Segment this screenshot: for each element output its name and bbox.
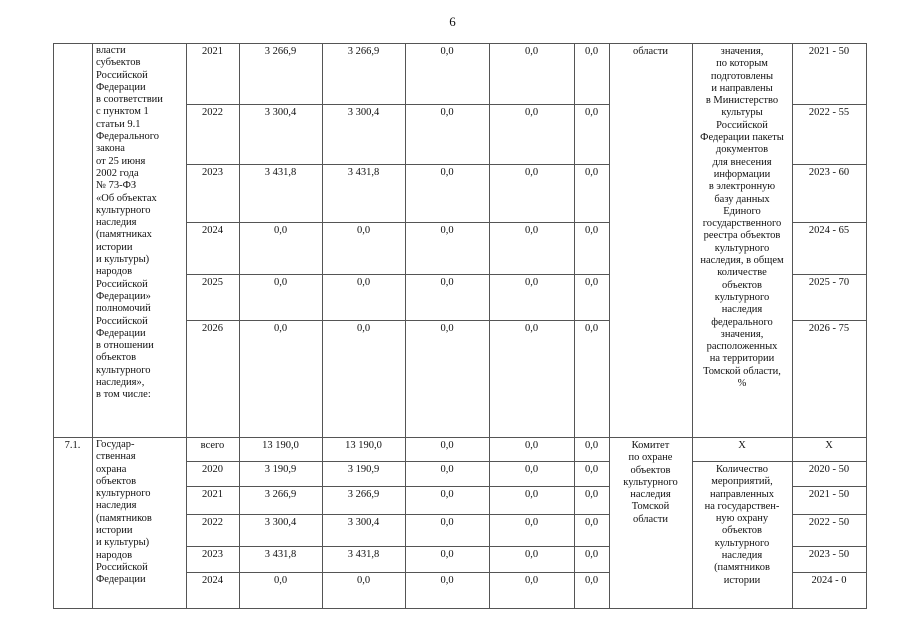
sec-row-target: 2023 - 50 xyxy=(808,549,850,560)
top-row-regional: 0,0 xyxy=(356,323,371,334)
sec-row-total: 3 431,8 xyxy=(264,549,297,560)
sec-row-year: 2020 xyxy=(202,464,223,475)
top-row-total: 0,0 xyxy=(273,323,288,334)
sec-row-target: 2022 - 50 xyxy=(808,517,850,528)
row-line xyxy=(186,104,609,105)
top-row-local: 0,0 xyxy=(524,277,539,288)
top-row-federal: 0,0 xyxy=(440,46,454,57)
sec-row-total: 3 266,9 xyxy=(264,489,297,500)
top-row-total: 3 266,9 xyxy=(264,46,297,57)
section-executor: Комитет по охране объектов культурного наследия Томской области xyxy=(623,440,678,525)
row-line xyxy=(792,486,866,487)
row-line xyxy=(692,461,792,462)
top-row-other: 0,0 xyxy=(584,167,599,178)
top-row-regional: 0,0 xyxy=(356,225,371,236)
sec-row-year: 2023 xyxy=(202,549,223,560)
top-row-total: 3 300,4 xyxy=(264,107,297,118)
top-row-total: 0,0 xyxy=(273,225,288,236)
section-indicator: Количество мероприятий, направленных на государствен- ную охрану объектов культурного наследия (памятников истории xyxy=(704,464,780,586)
row-line xyxy=(186,486,609,487)
total-indicator: Х xyxy=(738,440,746,451)
sec-row-local: 0,0 xyxy=(524,464,539,475)
top-row-target: 2021 - 50 xyxy=(808,46,850,57)
top-row-federal: 0,0 xyxy=(440,277,454,288)
top-row-regional: 3 431,8 xyxy=(347,167,380,178)
top-row-year: 2022 xyxy=(202,107,223,118)
row-line xyxy=(792,461,866,462)
sec-row-other: 0,0 xyxy=(584,489,599,500)
top-row-year: 2021 xyxy=(202,46,223,57)
top-row-target: 2025 - 70 xyxy=(808,277,850,288)
sec-row-target: 2021 - 50 xyxy=(808,489,850,500)
top-row-target: 2024 - 65 xyxy=(808,225,850,236)
sec-row-total: 3 300,4 xyxy=(264,517,297,528)
row-line xyxy=(186,164,609,165)
sec-row-other: 0,0 xyxy=(584,517,599,528)
top-row-target: 2022 - 55 xyxy=(808,107,850,118)
total-other: 0,0 xyxy=(584,440,599,451)
sec-row-other: 0,0 xyxy=(584,464,599,475)
total-local: 0,0 xyxy=(524,440,539,451)
executor: области xyxy=(632,46,669,57)
row-line xyxy=(792,104,866,105)
top-row-other: 0,0 xyxy=(584,277,599,288)
top-row-local: 0,0 xyxy=(524,167,539,178)
top-row-regional: 0,0 xyxy=(356,277,371,288)
sec-row-year: 2021 xyxy=(202,489,223,500)
sec-row-federal: 0,0 xyxy=(440,464,454,475)
top-row-federal: 0,0 xyxy=(440,167,454,178)
sec-row-other: 0,0 xyxy=(584,549,599,560)
table-vline xyxy=(53,43,54,609)
sec-row-federal: 0,0 xyxy=(440,489,454,500)
top-row-local: 0,0 xyxy=(524,225,539,236)
table-vline xyxy=(92,43,93,609)
top-row-federal: 0,0 xyxy=(440,107,454,118)
top-row-other: 0,0 xyxy=(584,323,599,334)
sec-row-regional: 3 266,9 xyxy=(347,489,380,500)
row-line xyxy=(186,320,609,321)
top-row-federal: 0,0 xyxy=(440,225,454,236)
section-number: 7.1. xyxy=(64,440,81,451)
top-row-regional: 3 266,9 xyxy=(347,46,380,57)
row-line xyxy=(186,514,609,515)
section-divider xyxy=(53,437,866,438)
sec-row-federal: 0,0 xyxy=(440,549,454,560)
sec-row-target: 2024 - 0 xyxy=(811,575,847,586)
table-top-border xyxy=(53,43,866,44)
measure-name: власти субъектов Российской Федерации в соответствии с пунктом 1 статьи 9.1 Федерального закона от 25 июня 2002 года № 73-ФЗ «Об объектах культурного наследия (памятниках истории и культуры) народов Российской Федерации» полномочий Российской Федерации в отношении объектов культурного наследия», в том числе: xyxy=(96,45,163,401)
sec-row-regional: 3 431,8 xyxy=(347,549,380,560)
top-row-target: 2026 - 75 xyxy=(808,323,850,334)
indicator-text: значения, по которым подготовлены и направлены в Министерство культуры Российской Федерации пакеты документов для внесения информации в электронную базу данных Единого государственного реестра объектов культурного наследия, в общем количестве объектов культурного наследия федерального значения, расположенных на территории Томской области, % xyxy=(700,46,784,390)
sec-row-total: 3 190,9 xyxy=(264,464,297,475)
row-line xyxy=(792,546,866,547)
sec-row-total: 0,0 xyxy=(273,575,288,586)
sec-row-other: 0,0 xyxy=(584,575,599,586)
total-year: всего xyxy=(200,440,225,451)
section-name: Государ- ственная охрана объектов культурного наследия (памятников истории и культуры) народов Российской Федерации xyxy=(96,439,152,586)
total-total: 13 190,0 xyxy=(262,440,299,451)
top-row-local: 0,0 xyxy=(524,46,539,57)
table-vline xyxy=(866,43,867,609)
page-number: 6 xyxy=(449,14,456,29)
row-line xyxy=(792,164,866,165)
top-row-federal: 0,0 xyxy=(440,323,454,334)
sec-row-regional: 3 300,4 xyxy=(347,517,380,528)
sec-row-regional: 0,0 xyxy=(356,575,371,586)
sec-row-federal: 0,0 xyxy=(440,517,454,528)
row-line xyxy=(186,222,609,223)
row-line xyxy=(792,572,866,573)
row-line xyxy=(186,546,609,547)
top-row-other: 0,0 xyxy=(584,107,599,118)
sec-row-target: 2020 - 50 xyxy=(808,464,850,475)
total-target: Х xyxy=(825,440,833,451)
sec-row-federal: 0,0 xyxy=(440,575,454,586)
sec-row-regional: 3 190,9 xyxy=(347,464,380,475)
row-line xyxy=(186,274,609,275)
top-row-year: 2026 xyxy=(202,323,223,334)
total-regional: 13 190,0 xyxy=(345,440,382,451)
row-line xyxy=(792,320,866,321)
top-row-local: 0,0 xyxy=(524,323,539,334)
sec-row-year: 2024 xyxy=(202,575,223,586)
sec-row-local: 0,0 xyxy=(524,549,539,560)
top-row-other: 0,0 xyxy=(584,46,599,57)
top-row-year: 2025 xyxy=(202,277,223,288)
sec-row-local: 0,0 xyxy=(524,517,539,528)
table-bottom-border xyxy=(53,608,866,609)
top-row-target: 2023 - 60 xyxy=(808,167,850,178)
row-line xyxy=(792,274,866,275)
top-row-local: 0,0 xyxy=(524,107,539,118)
top-row-year: 2023 xyxy=(202,167,223,178)
row-line xyxy=(186,572,609,573)
top-row-total: 3 431,8 xyxy=(264,167,297,178)
sec-row-local: 0,0 xyxy=(524,575,539,586)
total-federal: 0,0 xyxy=(440,440,454,451)
row-line xyxy=(792,222,866,223)
row-line xyxy=(186,461,609,462)
top-row-other: 0,0 xyxy=(584,225,599,236)
top-row-year: 2024 xyxy=(202,225,223,236)
sec-row-local: 0,0 xyxy=(524,489,539,500)
row-line xyxy=(792,514,866,515)
sec-row-year: 2022 xyxy=(202,517,223,528)
top-row-total: 0,0 xyxy=(273,277,288,288)
top-row-regional: 3 300,4 xyxy=(347,107,380,118)
